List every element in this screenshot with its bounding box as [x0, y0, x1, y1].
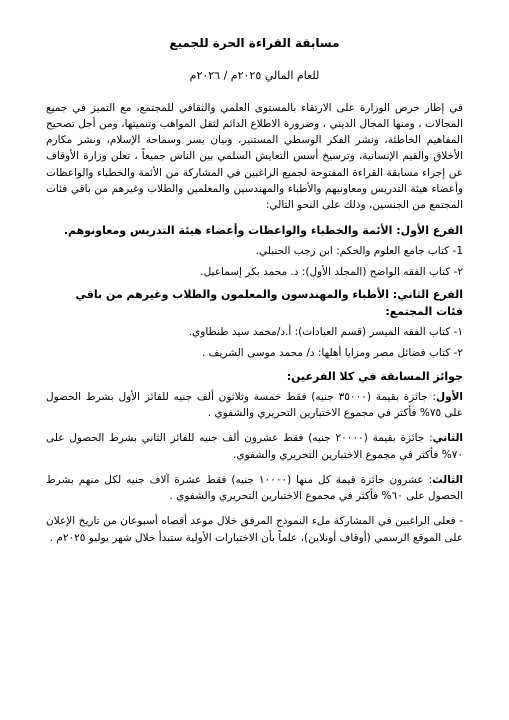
second-prize [46, 430, 463, 463]
closing-paragraph: - فعلى الراغبين في المشاركة ملء النموذج المرفق خلال موعد أقصاه أسبوعان من تاريخ الإعلان على الموقع الرسمي (أوقاف أونلاين)، علماً بأن الاختبارات الأولية ستبدأ خلال شهر يوليو ٢٠٢٥م . [46, 515, 463, 544]
document-title: مسابقة القراءة الحرة للجميع [169, 36, 340, 50]
branch-two-book-2: ٢- كتاب فضائل مصر ومزايا أهلها: د/ محمد موسى الشريف . [201, 347, 463, 360]
first-prize-text: : جائزة بقيمة (٣٥٠٠٠ جنيه) فقط خمسة وثلاثون ألف جنيه للفائز الأول بشرط الحصول على ٧٥% فأكثر في مجموع الاختبارين التحريري والشفوي . [46, 390, 463, 420]
branch-two-heading: الفرع الثاني: الأطباء والمهندسون والمعلمون والطلاب وغيرهم من باقي فئات المجتمع: [75, 288, 463, 319]
third-prize-label: الثالث [432, 473, 463, 486]
branch-two-section [46, 286, 463, 362]
second-prize-label: الثاني [432, 432, 464, 445]
prizes-heading: جوائز المسابقة في كلا الفرعين: [286, 369, 463, 383]
second-prize-text: : جائزة بقيمة (٢٠٠٠٠ جنيه) فقط عشرون ألف جنيه للفائز الثاني بشرط الحصول على ٧٠% فأكثر في مجموع الاختبارين التحريري والشفوي. [46, 432, 463, 461]
branch-one-book-2: ٢- كتاب الفقه الواضح (المجلد الأول): د. محمد بكر إسماعيل. [200, 265, 463, 278]
third-prize-text: : عشرون جائزة قيمة كل منها (١٠٠٠٠ جنيه) فقط عشرة آلاف جنيه لكل منهم بشرط الحصول على ٦٠% فأكثر في مجموع الاختبارين التحريري والشفوي . [46, 473, 463, 503]
first-prize-label: الأول [435, 390, 464, 403]
branch-one-heading: الفرع الأول: الأئمة والخطباء والواعظات وأعضاء هيئة التدريس ومعاونوهم. [63, 223, 463, 237]
intro-paragraph: في إطار حرص الوزارة على الارتقاء بالمستوى العلمي والثقافي للمجتمع، مع التميز في جميع المجالات ، ومنها المجال الديني ، وضرورة الاطلاع الدائم لثقل المواهب وتنميتها، ومن أجل تصحيح المفاهيم الخاطئة، ونشر الفكر الوسطي المستنير، وبيان يسر وسماحة الإسلام، ونشر مكارم الأخلاق والقيم الإنسانية، وترسيخ أسس التعايش السلمي بين الناس جميعاً ، تعلن وزارة الأوقاف عن إجراء مسابقة القراءة المفتوحة لجميع الراغبين في المشاركة من الأئمة والخطباء والواعظات وأعضاء هيئة التدريس ومعاونيهم والأطباء والمهندسين والمعلمين والطلاب وغيرهم من باقي فئات المجتمع من الجنسين، وذلك على النحو التالي: [46, 101, 463, 212]
fiscal-year: للعام المالي ٢٠٢٥م / ٢٠٢٦م [189, 68, 320, 82]
third-prize [46, 472, 463, 505]
branch-one-book-1: 1- كتاب جامع العلوم والحكم: ابن رجب الحنبلي. [255, 244, 463, 257]
branch-one-section [46, 222, 463, 281]
first-prize [46, 389, 463, 422]
prizes-section [46, 368, 463, 505]
branch-two-book-1: ١- كتاب الفقه الميسر (قسم العبادات): أ.د/محمد سيد طنطاوي. [188, 326, 463, 339]
